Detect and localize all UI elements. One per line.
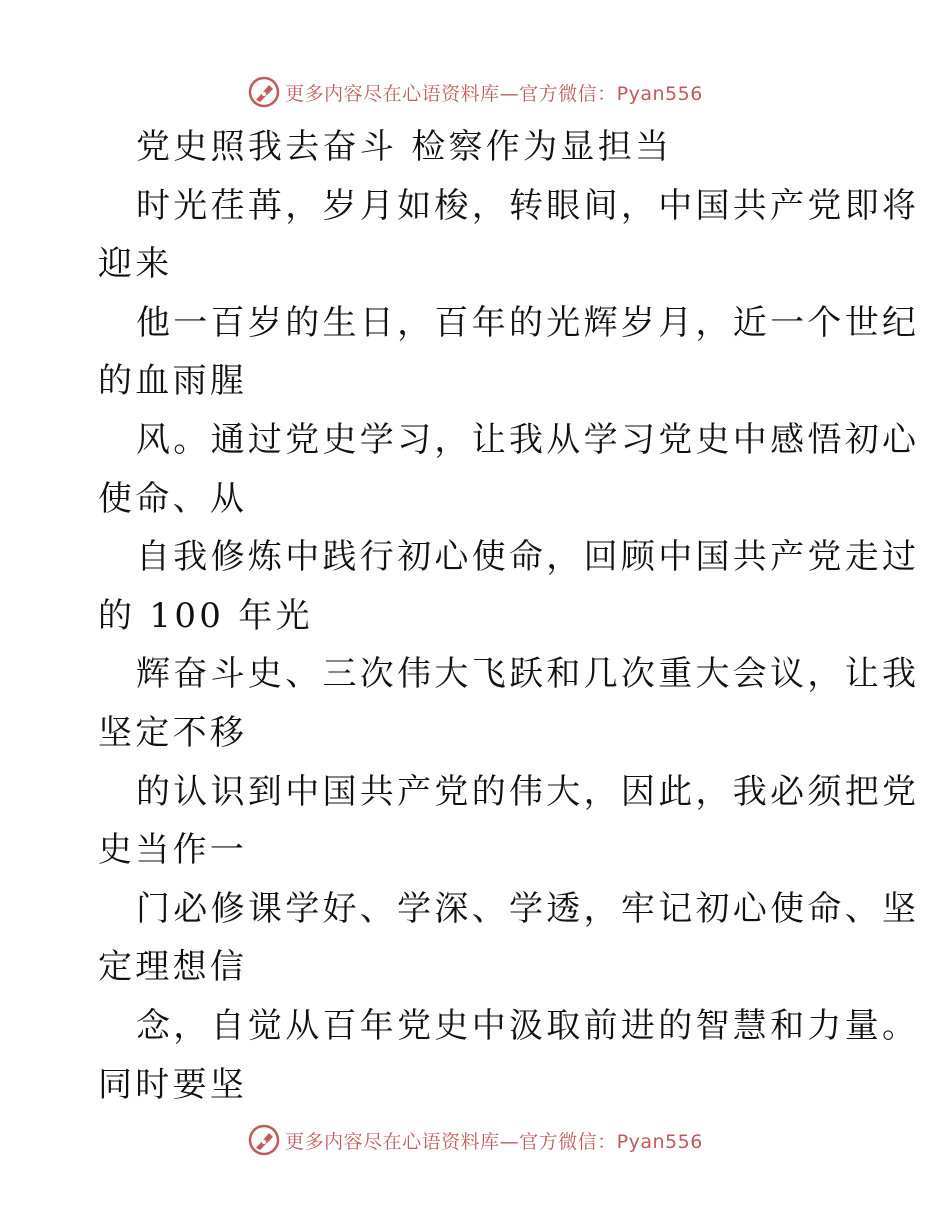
- paragraph-line: 门必修课学好、学深、学透，牢记初心使命、坚: [136, 888, 920, 929]
- paragraph-line: 自我修炼中践行初心使命，回顾中国共产党走过: [136, 537, 920, 578]
- header-banner: [0, 72, 950, 112]
- paragraph-line: 的认识到中国共产党的伟大，因此，我必须把党: [136, 771, 920, 812]
- paragraph-line: 史当作一: [98, 830, 248, 871]
- pen-nib-logo-icon: [247, 75, 281, 109]
- paragraph-line: 定理想信: [98, 947, 248, 988]
- footer-banner-text: 更多内容尽在心语资料库—官方微信：Pyan556: [285, 1130, 703, 1153]
- paragraph-line: 念，自觉从百年党史中汲取前进的智慧和力量。: [136, 1005, 920, 1046]
- paragraph-line: 的血雨腥: [98, 361, 248, 402]
- paragraph-line: 他一百岁的生日，百年的光辉岁月，近一个世纪: [136, 302, 920, 343]
- document-body: [98, 118, 920, 1114]
- paragraph-line: 坚定不移: [98, 712, 248, 753]
- paragraph-line: 迎来: [98, 244, 173, 285]
- paragraph-line: 使命、从: [98, 478, 248, 519]
- paragraph-line: 风。通过党史学习，让我从学习党史中感悟初心: [136, 419, 920, 460]
- document-title: 党史照我去奋斗 检察作为显担当: [136, 127, 673, 167]
- header-banner-text: 更多内容尽在心语资料库—官方微信：Pyan556: [285, 82, 703, 105]
- paragraph-line: 时光荏苒，岁月如梭，转眼间，中国共产党即将: [136, 185, 920, 226]
- paragraph-line: 辉奋斗史、三次伟大飞跃和几次重大会议，让我: [136, 654, 920, 695]
- paragraph-line: 的 100 年光: [98, 595, 313, 636]
- pen-nib-logo-icon: [247, 1123, 281, 1157]
- footer-banner: [0, 1120, 950, 1160]
- paragraph-line: 同时要坚: [98, 1064, 248, 1105]
